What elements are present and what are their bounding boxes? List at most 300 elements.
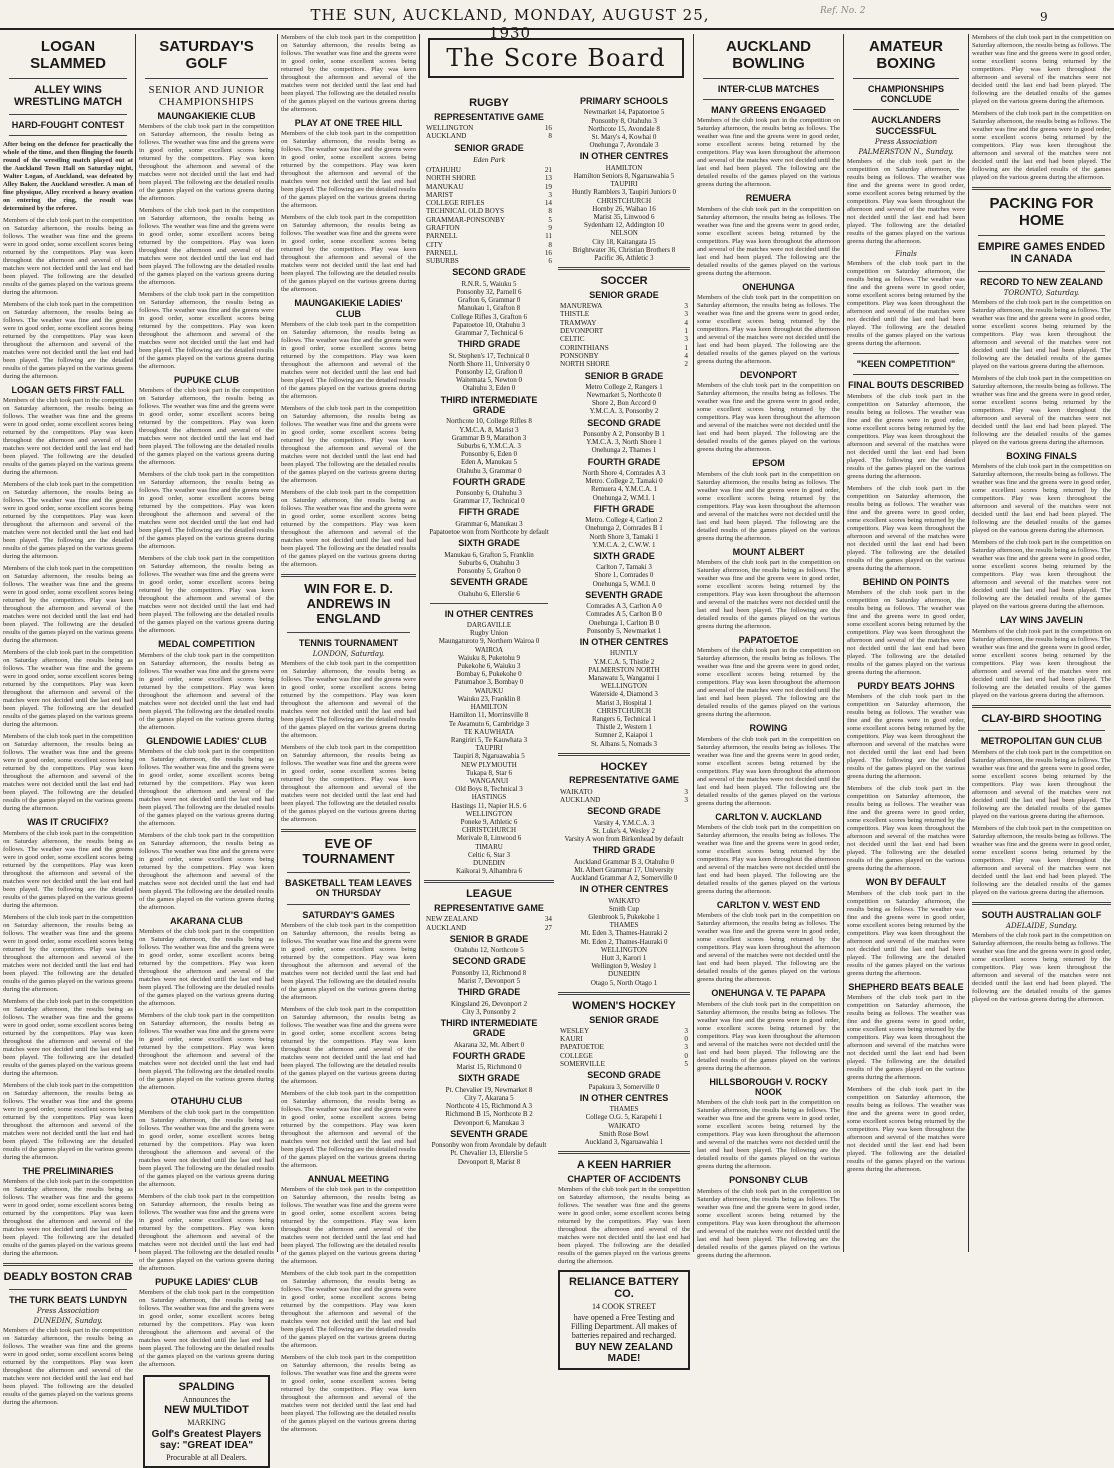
team-name: NORTH SHORE (560, 360, 610, 369)
section-heading: THE PRELIMINARIES (22, 1165, 114, 1176)
score-row (558, 352, 690, 360)
subhead-saturday-games: SATURDAY'S GAMES (302, 909, 395, 920)
masthead-title: THE SUN, AUCKLAND, MONDAY, AUGUST 25, 1930 (310, 6, 710, 42)
result-line: Grammar 7, Technical 6 (455, 329, 523, 338)
result-line: Pt. Chevalier 19, Newmarket 8 (445, 1085, 533, 1094)
article-body: Members of the club took part in the competition on Saturday afternoon, the results being as follows. The weather was fine and the greens were in good order, some excellent scores being returned by the competitors. Play was keen throughout the afternoon and several of the matches were not decided until the last end had been played. The following are the detailed results of the games played on the various greens during the afternoon. (281, 1006, 416, 1086)
result-line: Poneke 9, Athletic 6 (460, 817, 518, 826)
club-heading: REMUERA (745, 193, 792, 204)
article-body: Members of the club took part in the competition on Saturday afternoon, the results being as follows. The weather was fine and the greens were in good order, some excellent scores being returned by the competitors. Play was keen throughout the afternoon and several of the matches were not decided until the last end had been played. The following are the detailed results of the games played on the various greens during the afternoon. (3, 565, 133, 645)
grade-heading: THIRD INTERMEDIATE GRADE (440, 394, 538, 415)
league-subhead: REPRESENTATIVE GAME (434, 903, 544, 913)
result-line: Grafton 6, Grammar 0 (457, 296, 521, 305)
score-row (424, 166, 554, 174)
article-body: Members of the club took part in the competition on Saturday afternoon, the results being as follows. The weather was fine and the greens were in good order, some excellent scores being returned by the competitors. Play was keen throughout the afternoon and several of the matches were not decided until the last end had been played. The following are the detailed results of the games played on the various greens during the afternoon. (3, 997, 133, 1077)
ad-footer: Procurable at all Dealers. (166, 1452, 247, 1462)
hockey-subhead: REPRESENTATIVE GAME (569, 775, 679, 786)
result-line: Tukapa 8, Star 6 (465, 768, 513, 777)
article-body: Members of the club took part in the competition on Saturday afternoon, the results being as follows. The weather was fine and the greens were in good order, some excellent scores being returned by the competitors. Play was keen throughout the afternoon and several of the matches were not decided until the last end had been played. The following are the detailed results of the games played on the various greens during the afternoon. (281, 130, 416, 210)
result-list (558, 602, 690, 635)
grade-heading: FIFTH GRADE (458, 507, 520, 518)
result-line: Thistle 2, Western 1 (595, 723, 653, 732)
club-heading: ONEHUNGA V. TE PAPAPA (711, 988, 826, 999)
article-body: Members of the club took part in the competition on Saturday afternoon, the results being as follows. The weather was fine and the greens were in good order, some excellent scores being returned by the competitors. Play was keen throughout the afternoon and several of the matches were not decided until the last end had been played. The following are the detailed results of the games played on the various greens during the afternoon. (139, 290, 274, 370)
team-name: AUCKLAND (426, 132, 467, 141)
result-line: DUNEDIN (473, 858, 505, 867)
result-line: TE KAUWHATA (463, 727, 515, 736)
team-score: 3 (684, 1026, 688, 1035)
article-body: Members of the club took part in the competition on Saturday afternoon, the results being as follows. The weather was fine and the greens were in good order, some excellent scores being returned by the competitors. Play was keen throughout the afternoon and several of the matches were not decided until the last end had been played. The following are the detailed results of the games played on the various greens during the afternoon. (139, 747, 274, 827)
result-line: Shore 2, Bon Accord 0 (592, 399, 656, 408)
result-line: HUNTLY (609, 649, 639, 658)
dateline: ADELAIDE, Sunday. (1005, 922, 1078, 931)
article-body: Members of the club took part in the competition on Saturday afternoon, the results being as follows. The weather was fine and the greens were in good order, some excellent scores being returned by the competitors. Play was keen throughout the afternoon and several of the matches were not decided until the last end had been played. The following are the detailed results of the games played on the various greens during the afternoon. (3, 1327, 133, 1407)
team-score: 2 (684, 360, 688, 369)
section-heading: MAUNGAKIEKIE LADIES' CLUB (294, 298, 403, 319)
result-line: DUNEDIN (608, 970, 640, 979)
article-body: Members of the club took part in the competition on Saturday afternoon, the results being as follows. The weather was fine and the greens were in good order, some excellent scores being returned by the competitors. Play was keen throughout the afternoon and several of the matches were not decided until the last end had been played. The following are the detailed results of the games played on the various greens during the afternoon. (847, 392, 965, 480)
result-line: Maungaturoto 9, Northern Wairoa 0 (438, 637, 540, 646)
article-body: Members of the club took part in the competition on Saturday afternoon, the results being as follows. The weather was fine and the greens were in good order, some excellent scores being returned by the competitors. Play was keen throughout the afternoon and several of the matches were not decided until the last end had been played. The following are the detailed results of the games played on the various greens during the afternoon. (847, 993, 965, 1081)
headline-auckland-bowling: AUCKLAND BOWLING (726, 38, 811, 73)
result-line: Marist 7, Devonport 5 (457, 977, 521, 986)
team-score: 9 (548, 224, 552, 232)
result-line: Northcote 15, Avondale 8 (588, 124, 660, 133)
score-row (558, 1060, 690, 1068)
article-body: Members of the club took part in the competition on Saturday afternoon, the results being as follows. The weather was fine and the greens were in good order, some excellent scores being returned by the competitors. Play was keen throughout the afternoon and several of the matches were not decided until the last end had been played. The following are the detailed results of the games played on the various greens during the afternoon. (3, 1178, 133, 1258)
article-body: Members of the club took part in the competition on Saturday afternoon, the results being as follows. The weather was fine and the greens were in good order, some excellent scores being returned by the competitors. Play was keen throughout the afternoon and several of the matches were not decided until the last end had been played. The following are the detailed results of the games played on the various greens during the afternoon. (972, 932, 1111, 1004)
team-name: CORINTHIANS (560, 343, 609, 352)
result-line: St. Mary's 4, Kowhai 0 (591, 132, 657, 141)
result-line: Newmarket 14, Papatoetoe 5 (583, 108, 665, 117)
score-row (424, 174, 554, 182)
result-line: Ponsonby 6, Eden 0 (461, 450, 517, 459)
subhead-aucklanders: AUCKLANDERS SUCCESSFUL (871, 115, 941, 136)
result-line: THAMES (609, 921, 639, 930)
result-line: Comrades A 3, Carlton A 0 (586, 602, 662, 611)
club-heading: PAPATOETOE (738, 634, 799, 645)
article-body: Members of the club took part in the competition on Saturday afternoon, the results being as follows. The weather was fine and the greens were in good order, some excellent scores being returned by the competitors. Play was keen throughout the afternoon and several of the matches were not decided until the last end had been played. The following are the detailed results of the games played on the various greens during the afternoon. (139, 1012, 274, 1092)
grade-heading: FOURTH GRADE (452, 1050, 526, 1061)
result-list (558, 897, 690, 987)
section-heading: PURDY BEATS JOHNS (857, 680, 955, 691)
result-line: Ponsonby 6, Otahuhu 3 (456, 489, 522, 498)
column-tennis-basketball (281, 34, 416, 1434)
club-heading: HILLSBOROUGH V. ROCKY NOOK (709, 1076, 828, 1097)
headline-eve-of-tournament: EVE OF TOURNAMENT (302, 836, 395, 867)
grade-heading: SENIOR B GRADE (449, 933, 529, 944)
result-line: Grammar 17, Technical 0 (453, 497, 525, 506)
article-body: Members of the club took part in the competition on Saturday afternoon, the results being as follows. The weather was fine and the greens were in good order, some excellent scores being returned by the competitors. Play was keen throughout the afternoon and several of the matches were not decided until the last end had been played. The following are the detailed results of the games played on the various greens during the afternoon. (139, 1288, 274, 1368)
headline-south-australian-golf: SOUTH AUSTRALIAN GOLF (981, 909, 1102, 920)
column-rule (968, 34, 969, 1252)
team-name: SUBURBS (426, 257, 459, 266)
article-body: Members of the club took part in the competition on Saturday afternoon, the results being as follows. The weather was fine and the greens were in good order, some excellent scores being returned by the competitors. Play was keen throughout the afternoon and several of the matches were not decided until the last end had been played. The following are the detailed results of the games played on the various greens during the afternoon. (972, 34, 1111, 105)
article-body: Members of the club took part in the competition on Saturday afternoon, the results being as follows. The weather was fine and the greens were in good order, some excellent scores being returned by the competitors. Play was keen throughout the afternoon and several of the matches were not decided until the last end had been played. The following are the detailed results of the games played on the various greens during the afternoon. (847, 259, 965, 347)
grade-heading: SENIOR B GRADE (584, 370, 664, 381)
grade-heading: SEVENTH GRADE (450, 577, 528, 588)
result-line: WELLINGTON (600, 945, 648, 954)
result-line: Glenbrook 5, Pukekohe 1 (588, 913, 660, 922)
result-line: WAIUKU (474, 686, 504, 695)
result-line: Varsity 4, Y.M.C.A. 3 (593, 818, 655, 827)
dateline: DUNEDIN, Sunday. (33, 1317, 103, 1326)
article-body: Members of the club took part in the competition on Saturday afternoon, the results being as follows. The weather was fine and the greens were in good order, some excellent scores being returned by the competitors. Play was keen throughout the afternoon and several of the matches were not decided until the last end had been played. The following are the detailed results of the games played on the various greens during the afternoon. (972, 463, 1111, 535)
column-golf (139, 34, 274, 1462)
team-score: 3 (684, 796, 688, 805)
result-line: Brightwater 36, Christian Brothers 8 (572, 245, 676, 254)
spalding-advertisement (143, 1375, 270, 1468)
result-list (558, 430, 690, 455)
article-body: Members of the club took part in the competition on Saturday afternoon, the results being as follows. The weather was fine and the greens were in good order, some excellent scores being returned by the competitors. Play was keen throughout the afternoon and several of the matches were not decided until the last end had been played. The following are the detailed results of the games played on the various greens during the afternoon. (3, 829, 133, 909)
section-heading: LOGAN GETS FIRST FALL (11, 385, 125, 396)
team-score: 6 (548, 257, 552, 266)
scoreboard-banner (422, 36, 690, 92)
article-body: Members of the club took part in the competition on Saturday afternoon, the results being as follows. The weather was fine and the greens were in good order, some excellent scores being returned by the competitors. Play was keen throughout the afternoon and several of the matches were not decided until the last end had been played. The following are the detailed results of the games played on the various greens during the afternoon. (3, 217, 133, 297)
result-line: Varsity A won from Birkenhead by default (564, 835, 684, 844)
hockey-heading: HOCKEY (600, 760, 648, 773)
result-line: NELSON (610, 229, 638, 238)
article-body: Members of the club took part in the competition on Saturday afternoon, the results being as follows. The weather was fine and the greens were in good order, some excellent scores being returned by the competitors. Play was keen throughout the afternoon and several of the matches were not decided until the last end had been played. The following are the detailed results of the games played on the various greens during the afternoon. (972, 824, 1111, 896)
article-body: Members of the club took part in the competition on Saturday afternoon, the results being as follows. The weather was fine and the greens were in good order, some excellent scores being returned by the competitors. Play was keen throughout the afternoon and several of the matches were not decided until the last end had been played. The following are the detailed results of the games played on the various greens during the afternoon. (972, 539, 1111, 611)
result-line: CHRISTCHURCH (596, 196, 652, 205)
result-line: HAMILTON (470, 703, 508, 712)
team-score: 4 (684, 318, 688, 327)
grade-heading: SEVENTH GRADE (450, 1128, 528, 1139)
result-line: Metro. College 2, Tamaki 0 (585, 477, 663, 486)
ad-body: have opened a Free Testing and Filling Department. All makes of batteries repaired and recharged. (571, 1313, 677, 1341)
team-score: 8 (548, 132, 552, 141)
grade-heading: THIRD INTERMEDIATE GRADE (440, 1017, 538, 1039)
team-score: 4 (684, 351, 688, 360)
team-score: 16 (544, 123, 552, 132)
dateline: LONDON, Saturday. (312, 650, 385, 659)
score-row (558, 796, 690, 804)
result-line: HAMILTON (605, 163, 643, 172)
result-line: North Shore 3, Tamaki 1 (589, 532, 659, 541)
result-line: Suburbs 6, Otahuhu 3 (458, 558, 520, 567)
ad-address: 14 COOK STREET (592, 1302, 656, 1312)
club-heading: CARLTON V. AUCKLAND (715, 811, 822, 822)
result-line: Akarana 32, Mt. Albert 0 (453, 1040, 525, 1049)
section-heading: WON BY DEFAULT (865, 877, 947, 888)
headline-boston-crab: DEADLY BOSTON CRAB (3, 1271, 133, 1284)
club-heading: CARLTON V. WEST END (716, 899, 821, 910)
team-score: 8 (548, 207, 552, 216)
result-line: College Rifles 3, Grafton 6 (450, 312, 527, 321)
result-line: Rugby Union (470, 629, 508, 638)
team-score: 19 (544, 182, 552, 191)
subhead-accidents: CHAPTER OF ACCIDENTS (567, 1173, 681, 1184)
section-heading: ANNUAL MEETING (307, 1174, 390, 1185)
result-line: Manukau 6, Grafton 5, Franklin (444, 550, 534, 559)
team-score: 11 (545, 232, 552, 241)
club-results: Members of the club took part in the competition on Saturday afternoon, the results being as follows. The weather was fine and the greens were in good order, some excellent scores being returned by the competitors. Play was keen throughout the afternoon and several of the matches were not decided until the last end had been played. The following are the detailed results of the games played on the various greens during the afternoon. (697, 293, 840, 365)
grade-heading: SEVENTH GRADE (585, 589, 663, 600)
result-line: WAIROA (475, 645, 503, 654)
result-list (424, 1000, 554, 1016)
result-line: Devonport 6, Manukau 3 (453, 1118, 525, 1127)
team-score: 5 (548, 215, 552, 224)
result-line: Y.M.C.A. 5, Thistle 2 (593, 657, 655, 666)
result-line: Ponsonby A 2, Ponsonby B 1 (583, 430, 665, 438)
soccer-heading: SOCCER (600, 275, 648, 288)
result-line: Pacific 36, Athletic 3 (594, 253, 654, 262)
article-body: Members of the club took part in the competition on Saturday afternoon, the results being as follows. The weather was fine and the greens were in good order, some excellent scores being returned by the competitors. Play was keen throughout the afternoon and several of the matches were not decided until the last end had been played. The following are the detailed results of the games played on the various greens during the afternoon. (3, 397, 133, 477)
team-name: PARNELL (426, 248, 458, 257)
result-line: Sydenham 12, Addington 10 (583, 221, 665, 230)
result-line: DARGAVILLE (466, 621, 512, 630)
club-results: Members of the club took part in the competition on Saturday afternoon, the results being as follows. The weather was fine and the greens were in good order, some excellent scores being returned by the competitors. Play was keen throughout the afternoon and several of the matches were not decided until the last end had been played. The following are the detailed results of the games played on the various greens during the afternoon. (697, 1000, 840, 1072)
score-row (558, 344, 690, 352)
result-list (424, 352, 554, 393)
result-list (424, 417, 554, 474)
section-heading: SHEPHERD BEATS BEALE (848, 981, 964, 992)
result-line: North Shore 4, Comrades A 3 (582, 468, 666, 477)
result-line: Pt. Chevalier 13, Ellerslie 5 (450, 1149, 528, 1158)
result-line: Y.M.C.A. 3, Ponsonby 2 (589, 407, 659, 416)
team-name: NEW ZEALAND (426, 915, 478, 924)
club-results: Members of the club took part in the competition on Saturday afternoon, the results being as follows. The weather was fine and the greens were in good order, some excellent scores being returned by the competitors. Play was keen throughout the afternoon and several of the matches were not decided until the last end had been played. The following are the detailed results of the games played on the various greens during the afternoon. (697, 205, 840, 277)
result-line: Y.M.C.A. 8, Marist 3 (459, 425, 519, 434)
article-body: Members of the club took part in the competition on Saturday afternoon, the results being as follows. The weather was fine and the greens were in good order, some excellent scores being returned by the competitors. Play was keen throughout the afternoon and several of the matches were not decided until the last end had been played. The following are the detailed results of the games played on the various greens during the afternoon. (139, 831, 274, 911)
result-line: Onehunga 1, Carlton B 0 (588, 618, 660, 627)
scoreboard-left (424, 94, 554, 1252)
team-score: 13 (544, 174, 552, 183)
score-row (558, 310, 690, 318)
result-line: Onehunga 5, W.M.I. 0 (592, 579, 656, 588)
result-line: Waitemata 5, Newton 0 (456, 376, 522, 385)
score-row (558, 1035, 690, 1043)
article-body: Members of the club took part in the competition on Saturday afternoon, the results being as follows. The weather was fine and the greens were in good order, some excellent scores being returned by the competitors. Play was keen throughout the afternoon and several of the matches were not decided until the last end had been played. The following are the detailed results of the games played on the various greens during the afternoon. (972, 299, 1111, 371)
section-heading: MEDAL COMPETITION (158, 639, 255, 650)
score-row (558, 360, 690, 368)
column-bowling (697, 34, 840, 1259)
scoreboard-title: The Score Board (428, 38, 684, 78)
result-line: Celtic 6, Star 3 (468, 850, 510, 859)
team-score: 5 (684, 1060, 688, 1069)
result-line: Ponsonby 5, Newmarket 1 (586, 626, 662, 635)
article-body: Members of the club took part in the competition on Saturday afternoon, the results being as follows. The weather was fine and the greens were in good order, some excellent scores being returned by the competitors. Play was keen throughout the afternoon and several of the matches were not decided until the last end had been played. The following are the detailed results of the games played on the various greens during the afternoon. (281, 744, 416, 824)
article-body: Members of the club took part in the competition on Saturday afternoon, the results being as follows. The weather was fine and the greens were in good order, some excellent scores being returned by the competitors. Play was keen throughout the afternoon and several of the matches were not decided until the last end had been played. The following are the detailed results of the games played on the various greens during the afternoon. (281, 405, 416, 485)
result-line: City 7, Akarana 5 (464, 1093, 514, 1102)
article-lead: After being on the defence for practically the whole of the time, and then flinging the fourth round of the wrestling match played out at the Auckland Town Hall on Saturday night, Walter Logan, of Auckland, was defeated by Alley Baker, the Auckland wrestler. A man of fine physique, Alley received a heavy ovation on entering the ring, the result was determined by the referee. (3, 141, 133, 213)
article-body: Members of the club took part in the competition on Saturday afternoon, the results being as follows. The weather was fine and the greens were in good order, some excellent scores being returned by the competitors. Play was keen throughout the afternoon and several of the matches were not decided until the last end had been played. The following are the detailed results of the games played on the various greens during the afternoon. (972, 375, 1111, 447)
result-line: Hutt 3, Karori 1 (601, 954, 647, 963)
result-line: Metro. College 4, Carlton 2 (585, 516, 663, 525)
grade-heading: THIRD GRADE (457, 987, 521, 998)
article-body: Members of the club took part in the competition on Saturday afternoon, the results being as follows. The weather was fine and the greens were in good order, some excellent scores being returned by the competitors. Play was keen throughout the afternoon and several of the matches were not decided until the last end had been played. The following are the detailed results of the games played on the various greens during the afternoon. (139, 122, 274, 202)
club-heading: ROWING (749, 723, 788, 734)
result-list (424, 946, 554, 954)
section-heading: WAS IT CRUCIFIX? (27, 817, 109, 828)
ad-brand: SPALDING (178, 1380, 235, 1393)
grade-heading: SECOND GRADE (452, 267, 526, 278)
score-row (558, 1052, 690, 1060)
result-line: Auckland Grammar B 3, Otahuhu 0 (573, 857, 675, 866)
result-line: Papatoetoe won from Northcote by default (429, 528, 549, 537)
column-rule (135, 34, 136, 1252)
team-name: KAURI (560, 1035, 583, 1044)
grade-heading: SIXTH GRADE (458, 538, 520, 549)
result-line: City 3, Ponsonby 2 (462, 1007, 516, 1016)
result-list (558, 516, 690, 549)
bowling-club-sections (697, 193, 840, 1259)
result-line: Marist 15, Richmond 0 (456, 1063, 522, 1072)
result-line: Otahuhu 3, Grammar 0 (456, 466, 522, 475)
result-line: Papatoetoe 10, Otahuhu 3 (452, 320, 526, 329)
team-score: 3 (684, 335, 688, 344)
score-row (558, 302, 690, 310)
article-body: Members of the club took part in the competition on Saturday afternoon, the results being as follows. The weather was fine and the greens were in good order, some excellent scores being returned by the competitors. Play was keen throughout the afternoon and several of the matches were not decided until the last end had been played. The following are the detailed results of the games played on the various greens during the afternoon. (281, 1354, 416, 1434)
headline-packing-for-home: PACKING FOR HOME (989, 195, 1094, 230)
result-line: North Shore 11, University 0 (448, 359, 530, 368)
rugby-rep-table (424, 124, 554, 141)
result-line: WELLINGTON (465, 809, 513, 818)
result-line: CHRISTCHURCH (461, 826, 517, 835)
venue: Eden Park (473, 154, 505, 164)
team-name: DEVONPORT (560, 327, 604, 336)
column-boxing (847, 34, 965, 1252)
club-heading: EPSOM (752, 458, 785, 469)
team-score: 3 (548, 190, 552, 199)
result-list (424, 520, 554, 536)
article-body: Members of the club took part in the competition on Saturday afternoon, the results being as follows. The weather was fine and the greens were in good order, some excellent scores being returned by the competitors. Play was keen throughout the afternoon and several of the matches were not decided until the last end had been played. The following are the detailed results of the games played on the various greens during the afternoon. (847, 157, 965, 245)
result-list (424, 1141, 554, 1166)
scoreboard-right (558, 94, 690, 1365)
result-line: Mt. Eden 2, Thames-Hauraki 0 (580, 937, 668, 946)
score-row (558, 327, 690, 335)
result-line: Manukau 1, Grafton 8 (457, 304, 521, 313)
score-row (558, 1027, 690, 1035)
grade-heading: SECOND GRADE (587, 417, 661, 428)
section-heading: PLAY AT ONE TREE HILL (294, 118, 403, 128)
team-name: NORTH SHORE (426, 174, 476, 183)
section-heading: GLENDOWIE LADIES' CLUB (146, 735, 267, 746)
result-line: WANGANUI (469, 776, 509, 785)
column-rule (419, 34, 420, 1252)
subhead-tennis: TENNIS TOURNAMENT (298, 637, 399, 648)
article-body: Members of the club took part in the competition on Saturday afternoon, the results being as follows. The weather was fine and the greens were in good order, some excellent scores being returned by the competitors. Play was keen throughout the afternoon and several of the matches were not decided until the last end had been played. The following are the detailed results of the games played on the various greens during the afternoon. (3, 481, 133, 561)
result-line: CHRISTCHURCH (596, 706, 652, 715)
club-results: Members of the club took part in the competition on Saturday afternoon, the results being as follows. The weather was fine and the greens were in good order, some excellent scores being returned by the competitors. Play was keen throughout the afternoon and several of the matches were not decided until the last end had been played. The following are the detailed results of the games played on the various greens during the afternoon. (697, 823, 840, 895)
result-line: Suburbs 6, Y.M.C.A. 3 (457, 441, 521, 450)
article-body: Members of the club took part in the competition on Saturday afternoon, the results being as follows. The weather was fine and the greens were in good order, some excellent scores being returned by the competitors. Play was keen throughout the afternoon and several of the matches were not decided until the last end had been played. The following are the detailed results of the games played on the various greens during the afternoon. (139, 1108, 274, 1188)
score-row (558, 788, 690, 796)
result-line: Manawatu 5, Wanganui 1 (588, 673, 660, 682)
ad-text: MARKING (187, 1417, 226, 1427)
result-line: Patumahoe 3, Bombay 0 (454, 678, 524, 687)
hockey-rep-table (558, 788, 690, 805)
result-line: Rangiriri 5, Te Kauwhata 3 (450, 735, 528, 744)
result-line: Carlton 7, Tamaki 3 (596, 563, 652, 572)
article-body: Members of the club took part in the competition on Saturday afternoon, the results being as follows. The weather was fine and the greens were in good order, some excellent scores being returned by the competitors. Play was keen throughout the afternoon and several of the matches were not decided until the last end had been played. The following are the detailed results of the games played on the various greens during the afternoon. (139, 387, 274, 467)
result-line: Richmond B 15, Northcote B 2 (445, 1110, 533, 1119)
ad-slogan: BUY NEW ZEALAND MADE! (575, 1342, 673, 1365)
result-line: NEW PLYMOUTH (461, 760, 517, 769)
article-body: Members of the club took part in the competition on Saturday afternoon, the results being as follows. The weather was fine and the greens were in good order, some excellent scores being returned by the competitors. Play was keen throughout the afternoon and several of the matches were not decided until the last end had been played. The following are the detailed results of the games played on the various greens during the afternoon. (3, 649, 133, 729)
article-body: Members of the club took part in the competition on Saturday afternoon, the results being as follows. The weather was fine and the greens were in good order, some excellent scores being returned by the competitors. Play was keen throughout the afternoon and several of the matches were not decided until the last end had been played. The following are the detailed results of the games played on the various greens during the afternoon. (139, 928, 274, 1008)
team-name: GRAMMAR-PONSONBY (426, 215, 506, 224)
result-line: Ponsonby 13, Richmond 8 (451, 968, 527, 977)
subhead-championships: SENIOR AND JUNIOR CHAMPIONSHIPS (148, 83, 265, 108)
article-body: Members of the club took part in the competition on Saturday afternoon, the results being as follows. The weather was fine and the greens were in good order, some excellent scores being returned by the competitors. Play was keen throughout the afternoon and several of the matches were not decided until the last end had been played. The following are the detailed results of the games played on the various greens during the afternoon. (281, 1270, 416, 1350)
result-line: Wellington 9, Wesley 1 (591, 962, 657, 971)
result-line: Hastings 11, Napier H.S. 6 (451, 801, 527, 810)
subhead-inter-club: INTER-CLUB MATCHES (717, 83, 820, 94)
article-body: Members of the club took part in the competition on Saturday afternoon, the results being as follows. The weather was fine and the greens were in good order, some excellent scores being returned by the competitors. Play was keen throughout the afternoon and several of the matches were not decided until the last end had been played. The following are the detailed results of the games played on the various greens during the afternoon. (281, 1186, 416, 1266)
club-results: Members of the club took part in the competition on Saturday afternoon, the results being as follows. The weather was fine and the greens were in good order, some excellent scores being returned by the competitors. Play was keen throughout the afternoon and several of the matches were not decided until the last end had been played. The following are the detailed results of the games played on the various greens during the afternoon. (697, 912, 840, 984)
result-list (424, 280, 554, 337)
team-name: TECHNICAL OLD BOYS (426, 207, 504, 216)
result-line: St. Luke's 4, Wesley 2 (592, 826, 655, 835)
team-name: MARIST (426, 190, 454, 199)
article-body: Members of the club took part in the competition on Saturday afternoon, the results being as follows. The weather was fine and the greens were in good order, some excellent scores being returned by the competitors. Play was keen throughout the afternoon and several of the matches were not decided until the last end had been played. The following are the detailed results of the games played on the various greens during the afternoon. (972, 627, 1111, 699)
section-heading: PUPUKE CLUB (173, 374, 239, 385)
score-row (424, 232, 554, 240)
article-body: Members of the club took part in the competition on Saturday afternoon, the results being as follows. The weather was fine and the greens were in good order, some excellent scores being returned by the competitors. Play was keen throughout the afternoon and several of the matches were not decided until the last end had been played. The following are the detailed results of the games played on the various greens during the afternoon. (139, 555, 274, 635)
team-name: OTAHUHU (426, 165, 461, 174)
headline-andrews-wins: WIN FOR E. D. ANDREWS IN ENGLAND (304, 581, 393, 626)
club-results: Members of the club took part in the competition on Saturday afternoon, the results being as follows. The weather was fine and the greens were in good order, some excellent scores being returned by the competitors. Play was keen throughout the afternoon and several of the matches were not decided until the last end had been played. The following are the detailed results of the games played on the various greens during the afternoon. (697, 558, 840, 630)
team-name: MANUKAU (426, 182, 464, 191)
club-results: Members of the club took part in the competition on Saturday afternoon, the results being as follows. The weather was fine and the greens were in good order, some excellent scores being returned by the competitors. Play was keen throughout the afternoon and several of the matches were not decided until the last end had been played. The following are the detailed results of the games played on the various greens during the afternoon. (697, 1187, 840, 1259)
subhead-record: RECORD TO NEW ZEALAND (980, 276, 1103, 287)
result-line: Huntly Ramblers 3, Taupiri Juniors 0 (572, 188, 676, 197)
team-score: 21 (544, 165, 552, 174)
result-list (424, 1086, 554, 1127)
result-list (424, 1063, 554, 1071)
article-body: Members of the club took part in the competition on Saturday afternoon, the results being as follows. The weather was fine and the greens were in good order, some excellent scores being returned by the competitors. Play was keen throughout the afternoon and several of the matches were not decided until the last end had been played. The following are the detailed results of the games played on the various greens during the afternoon. (281, 922, 416, 1002)
article-body: Members of the club took part in the competition on Saturday afternoon, the results being as follows. The weather was fine and the greens were in good order, some excellent scores being returned by the competitors. Play was keen throughout the afternoon and several of the matches were not decided until the last end had been played. The following are the detailed results of the games played on the various greens during the afternoon. (697, 117, 840, 189)
article-body: Members of the club took part in the competition on Saturday afternoon, the results being as follows. The weather was fine and the greens were in good order, some excellent scores being returned by the competitors. Play was keen throughout the afternoon and several of the matches were not decided until the last end had been played. The following are the detailed results of the games played on the various greens during the afternoon. (847, 693, 965, 781)
article-body: Members of the club took part in the competition on Saturday afternoon, the results being as follows. The weather was fine and the greens were in good order, some excellent scores being returned by the competitors. Play was keen throughout the afternoon and several of the matches were not decided until the last end had been played. The following are the detailed results of the games played on the various greens during the afternoon. (3, 733, 133, 813)
result-line: Hamilton 11, Morrinsville 8 (449, 711, 529, 720)
result-line: Rangers 6, Technical 1 (592, 715, 656, 723)
result-line: Merivale 8, Linwood 6 (456, 834, 522, 843)
grade-heading: SECOND GRADE (587, 806, 661, 817)
ad-slogan: Golf's Greatest Players say: "GREAT IDEA" (151, 1428, 262, 1451)
centres-heading: IN OTHER CENTRES (444, 608, 534, 619)
result-line: Onehunga 2, Thames 1 (591, 446, 657, 455)
subhead-greens: MANY GREENS ENGAGED (711, 104, 826, 115)
team-name: WELLINGTON (426, 123, 474, 132)
soccer-senior-table (558, 302, 690, 368)
score-row (424, 216, 554, 224)
subhead-empire-games: EMPIRE GAMES ENDED IN CANADA (977, 240, 1106, 266)
result-list (558, 819, 690, 844)
centres-heading: IN OTHER CENTRES (579, 1092, 669, 1103)
result-line: Otahuhu 3, Eden 0 (462, 384, 516, 393)
article-body: Members of the club took part in the competition on Saturday afternoon, the results being as follows. The weather was fine and the greens were in good order, some excellent scores being returned by the competitors. Play was keen throughout the afternoon and several of the matches were not decided until the last end had been played. The following are the detailed results of the games played on the various greens during the afternoon. (281, 214, 416, 294)
article-body: Members of the club took part in the competition on Saturday afternoon, the results being as follows. The weather was fine and the greens were in good order, some excellent scores being returned by the competitors. Play was keen throughout the afternoon and several of the matches were not decided until the last end had been played. The following are the detailed results of the games played on the various greens during the afternoon. (847, 889, 965, 977)
league-heading: LEAGUE (466, 888, 512, 901)
result-line: Remuera 4, Y.M.C.A. 1 (590, 485, 658, 494)
score-row (424, 257, 554, 265)
result-list (424, 621, 554, 875)
result-line: Smith Cup (608, 904, 640, 913)
result-line: WAIKATO (608, 896, 640, 905)
headline-saturdays-golf: SATURDAY'S GOLF (159, 38, 254, 73)
result-line: Metro College 2, Rangers 1 (585, 382, 663, 391)
article-body: Members of the club took part in the competition on Saturday afternoon, the results being as follows. The weather was fine and the greens were in good order, some excellent scores being returned by the competitors. Play was keen throughout the afternoon and several of the matches were not decided until the last end had been played. The following are the detailed results of the games played on the various greens during the afternoon. (847, 484, 965, 572)
result-list (558, 858, 690, 883)
result-line: R.N.R. 5, Waiuku 5 (461, 279, 517, 288)
article-body: Members of the club took part in the competition on Saturday afternoon, the results being as follows. The weather was fine and the greens were in good order, some excellent scores being returned by the competitors. Play was keen throughout the afternoon and several of the matches were not decided until the last end had been played. The following are the detailed results of the games played on the various greens during the afternoon. (3, 913, 133, 993)
club-results: Members of the club took part in the competition on Saturday afternoon, the results being as follows. The weather was fine and the greens were in good order, some excellent scores being returned by the competitors. Play was keen throughout the afternoon and several of the matches were not decided until the last end had been played. The following are the detailed results of the games played on the various greens during the afternoon. (697, 470, 840, 542)
result-line: St. Stephen's 17, Technical 0 (448, 351, 530, 360)
subhead-turk-beats: THE TURK BEATS LUNDYN (9, 1294, 127, 1305)
